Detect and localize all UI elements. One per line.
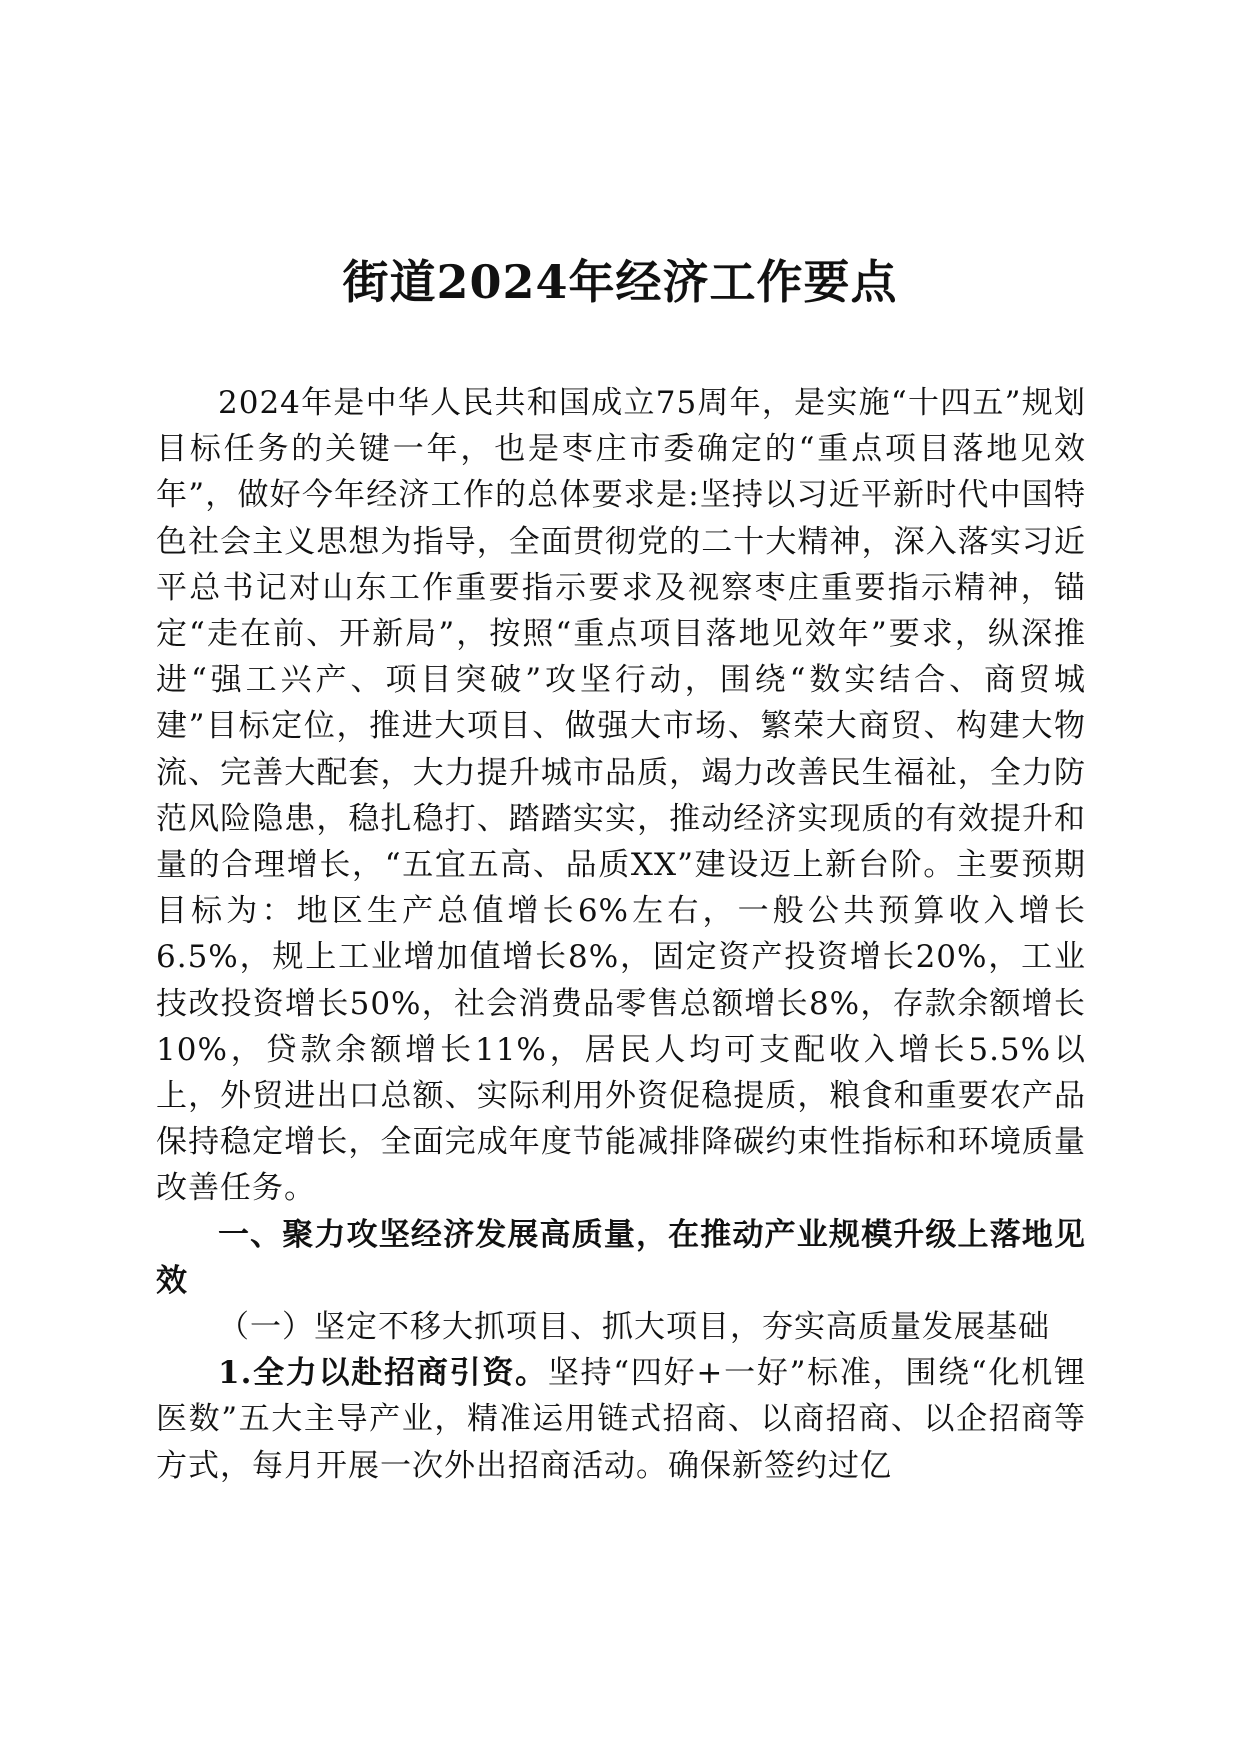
intro-paragraph: 2024年是中华人民共和国成立75周年，是实施“十四五”规划目标任务的关键一年，也是枣庄市委确定的“重点项目落地见效年”，做好今年经济工作的总体要求是:坚持以习近平新时代中国特色社会主义思想为指导，全面贯彻党的二十大精神，深入落实习近平总书记对山东工作重要指示要求及视察枣庄重要指示精神，锚定“走在前、开新局”，按照“重点项目落地见效年”要求，纵深推进“强工兴产、项目突破”攻坚行动，围绕“数实结合、商贸城建”目标定位，推进大项目、做强大市场、繁荣大商贸、构建大物流、完善大配套，大力提升城市品质，竭力改善民生福祉，全力防范风险隐患，稳扎稳打、踏踏实实，推动经济实现质的有效提升和量的合理增长，“五宜五高、品质XX”建设迈上新台阶。主要预期目标为：地区生产总值增长6%左右，一般公共预算收入增长6.5%，规上工业增加值增长8%，固定资产投资增长20%，工业技改投资增长50%，社会消费品零售总额增长8%，存款余额增长10%，贷款余额增长11%，居民人均可支配收入增长5.5%以上，外贸进出口总额、实际利用外资促稳提质，粮食和重要农产品保持稳定增长，全面完成年度节能减排降碳约束性指标和环境质量改善任务。	[156, 385, 1086, 1207]
item-paragraph	[156, 1350, 1086, 1489]
section-heading: 一、聚力攻坚经济发展高质量，在推动产业规模升级上落地见效	[156, 1216, 1086, 1299]
item-lead: 1.全力以赴招商引资。	[218, 1355, 548, 1392]
document-body	[156, 380, 1086, 1489]
item-body: 坚持“四好+一好”标准，围绕“化机锂医数”五大主导产业，精准运用链式招商、以商招商、以企招商等方式，每月开展一次外出招商活动。确保新签约过亿	[156, 1355, 1086, 1484]
subsection-heading: （一）坚定不移大抓项目、抓大项目，夯实高质量发展基础	[218, 1309, 1050, 1346]
document-title: 街道2024年经济工作要点	[342, 255, 898, 309]
